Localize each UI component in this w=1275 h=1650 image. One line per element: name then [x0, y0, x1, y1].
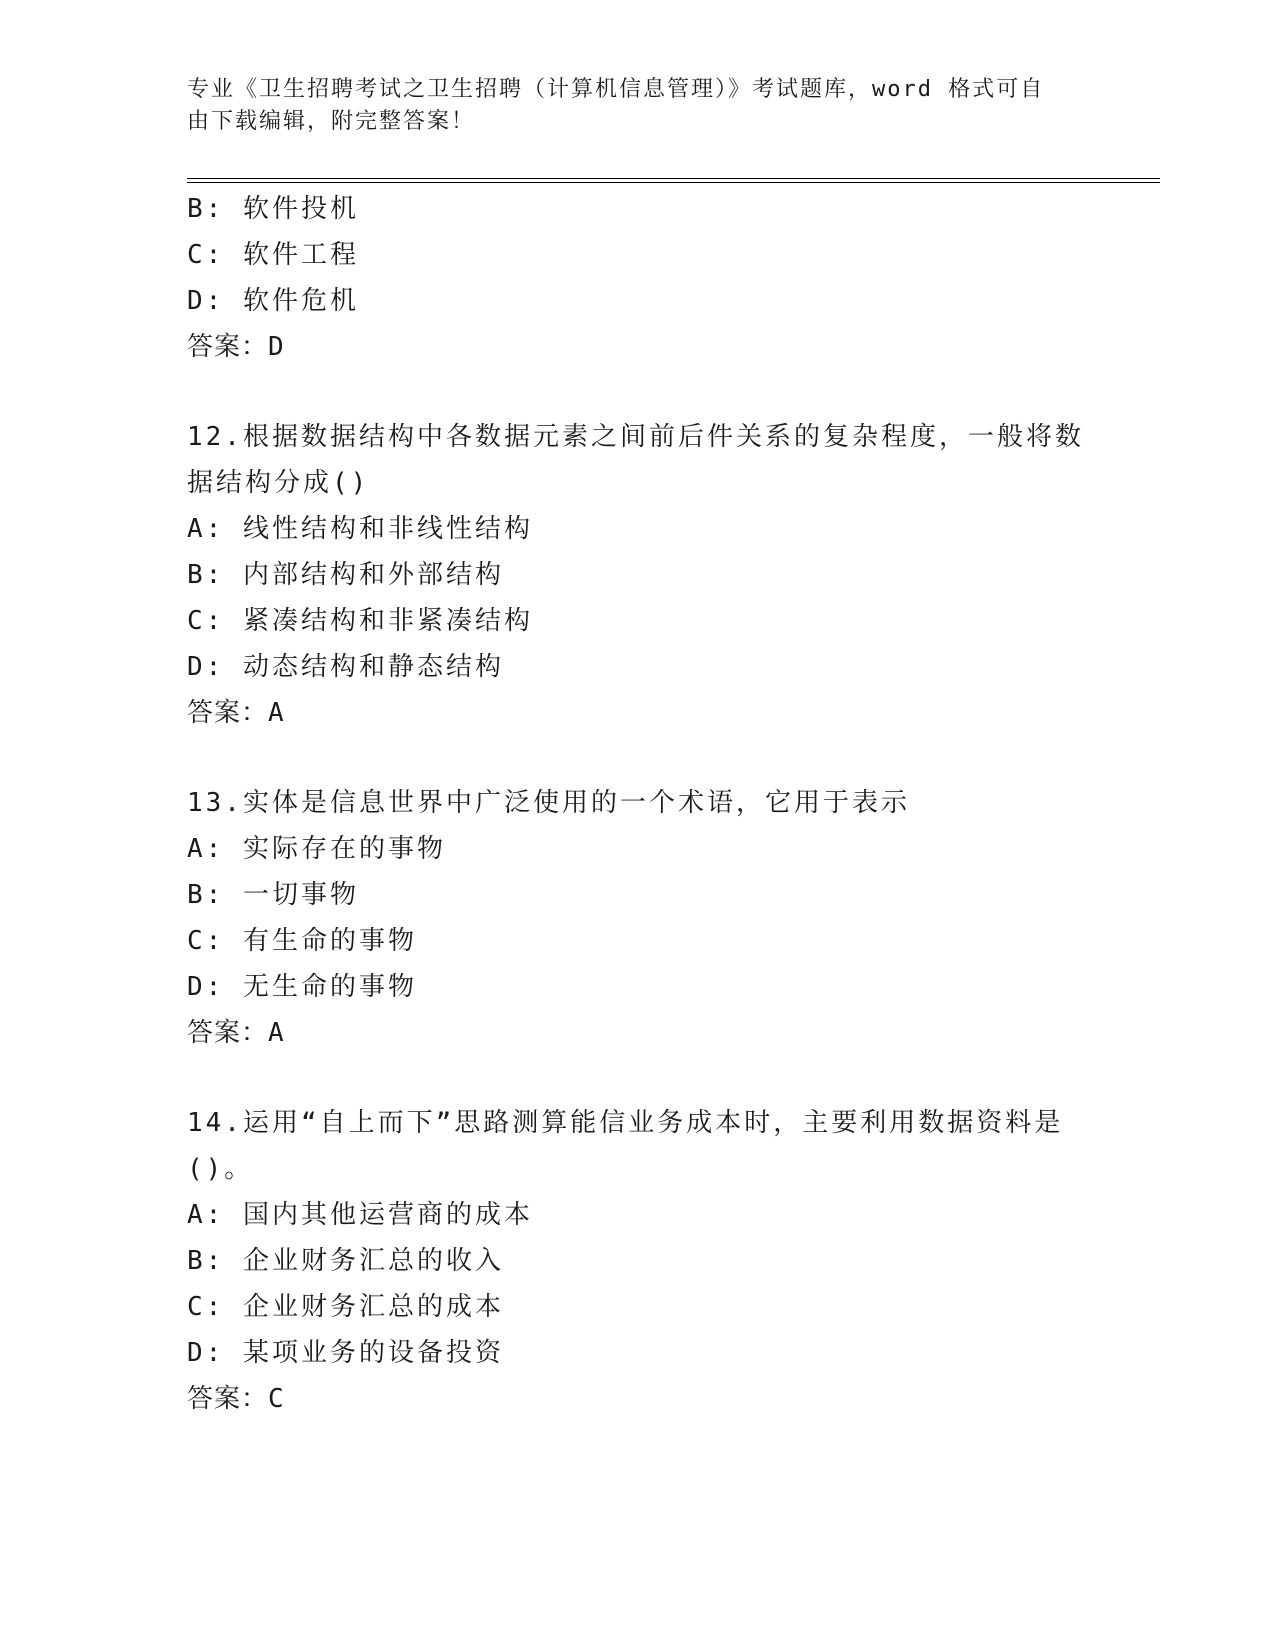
option-letter: D:: [187, 1338, 225, 1368]
option-letter: D:: [187, 652, 225, 682]
option-letter: A:: [187, 834, 225, 864]
option-d: [187, 964, 1087, 1010]
header-divider-top: [187, 178, 1160, 179]
answer-value: D: [268, 332, 284, 362]
option-letter: C:: [187, 1292, 225, 1322]
option-text: 某项业务的设备投资: [242, 1338, 504, 1368]
option-a: [187, 506, 1087, 552]
option-text: 内部结构和外部结构: [242, 560, 504, 590]
option-letter: A:: [187, 514, 225, 544]
answer-line: [187, 690, 1087, 736]
answer-label: 答案：: [187, 698, 269, 728]
option-letter: C:: [187, 606, 225, 636]
option-text: 企业财务汇总的成本: [242, 1292, 504, 1322]
option-letter: D:: [187, 972, 225, 1002]
answer-label: 答案：: [187, 1018, 269, 1048]
answer-value: A: [268, 698, 284, 728]
option-text: 紧凑结构和非紧凑结构: [242, 606, 533, 636]
option-text: 企业财务汇总的收入: [242, 1246, 504, 1276]
option-c: [187, 598, 1087, 644]
question-11-continued: [187, 186, 1087, 370]
option-letter: C:: [187, 926, 225, 956]
option-text: 软件工程: [242, 240, 359, 270]
option-c: [187, 918, 1087, 964]
question-12: [187, 414, 1087, 736]
option-text: 动态结构和静态结构: [242, 652, 504, 682]
option-b: [187, 186, 1087, 232]
question-14: [187, 1100, 1087, 1422]
option-b: [187, 1238, 1087, 1284]
answer-line: [187, 324, 1087, 370]
question-stem: [187, 414, 1087, 506]
stem-line-1: 13.实体是信息世界中广泛使用的一个术语，它用于表示: [187, 788, 910, 818]
option-letter: A:: [187, 1200, 225, 1230]
stem-line-1: 14.运用“自上而下”思路测算能信业务成本时，主要利用数据资料是: [187, 1108, 1064, 1138]
option-letter: B:: [187, 194, 225, 224]
option-text: 无生命的事物: [242, 972, 417, 1002]
answer-line: [187, 1010, 1087, 1056]
answer-line: [187, 1376, 1087, 1422]
option-text: 一切事物: [242, 880, 359, 910]
option-letter: C:: [187, 240, 225, 270]
question-13: [187, 780, 1087, 1056]
option-letter: B:: [187, 1246, 225, 1276]
question-stem: [187, 780, 1087, 826]
answer-value: A: [268, 1018, 284, 1048]
option-letter: D:: [187, 286, 225, 316]
option-c: [187, 232, 1087, 278]
document-header: [187, 74, 1087, 138]
option-d: [187, 644, 1087, 690]
option-b: [187, 872, 1087, 918]
option-text: 实际存在的事物: [242, 834, 446, 864]
answer-label: 答案：: [187, 332, 269, 362]
header-line-2: 由下载编辑，附完整答案！: [187, 109, 476, 134]
option-c: [187, 1284, 1087, 1330]
option-d: [187, 278, 1087, 324]
option-a: [187, 1192, 1087, 1238]
option-text: 软件投机: [242, 194, 359, 224]
question-list: [187, 186, 1087, 1422]
option-text: 线性结构和非线性结构: [242, 514, 533, 544]
stem-line-1: 12.根据数据结构中各数据元素之间前后件关系的复杂程度，一般将数: [187, 422, 1084, 452]
option-b: [187, 552, 1087, 598]
answer-value: C: [268, 1384, 284, 1414]
answer-label: 答案：: [187, 1384, 269, 1414]
stem-line-2: 据结构分成(): [187, 468, 370, 498]
header-line-1: 专业《卫生招聘考试之卫生招聘（计算机信息管理）》考试题库，word 格式可自: [187, 77, 1045, 102]
option-d: [187, 1330, 1087, 1376]
option-text: 有生命的事物: [242, 926, 417, 956]
option-a: [187, 826, 1087, 872]
option-text: 软件危机: [242, 286, 359, 316]
option-letter: B:: [187, 560, 225, 590]
option-text: 国内其他运营商的成本: [242, 1200, 533, 1230]
stem-line-2: ()。: [187, 1154, 254, 1184]
option-letter: B:: [187, 880, 225, 910]
header-divider-bottom: [187, 182, 1160, 183]
question-stem: [187, 1100, 1087, 1192]
